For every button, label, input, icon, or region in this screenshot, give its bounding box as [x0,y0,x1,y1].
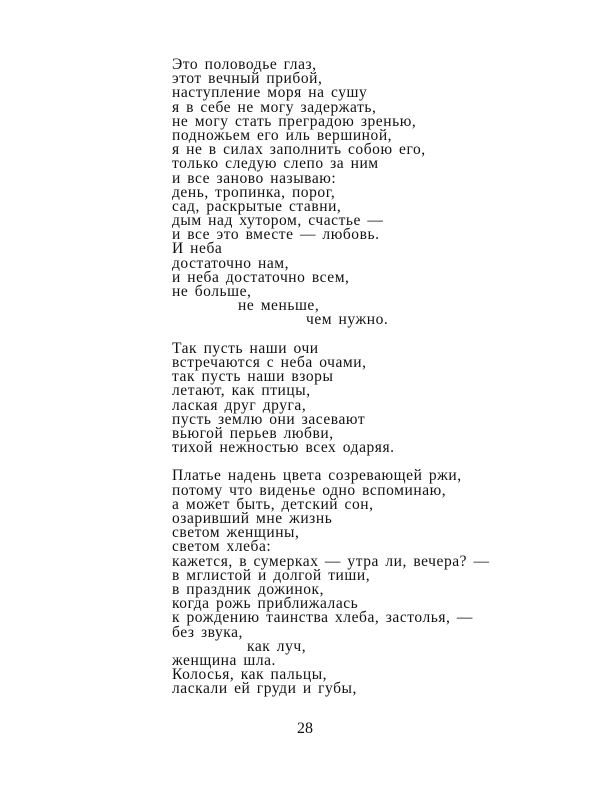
poem-line: И неба [172,240,223,258]
poem-line: без звука, [172,623,243,641]
poem-line: дым над хутором, счастье — [172,212,384,230]
poem-line: лаская друг друга, [172,396,307,414]
poem-line: день, тропинка, порог, [172,183,336,201]
poem-line: сад, раскрытые ставни, [172,197,342,215]
poem-line: и все заново называю: [172,169,337,187]
poem-line: встречаются с неба очами, [172,353,367,371]
poem-line: женщина шла. [172,651,276,669]
poem-line: кажется, в сумерках — утра ли, вечера? — [172,552,490,570]
poem-line: вьюгой перьев любви, [172,424,334,442]
poem-line: светом хлеба: [172,538,272,556]
poem-line: пусть землю они засевают [172,410,366,428]
poem-line: подножьем его иль вершиной, [172,126,393,144]
poem-line: ласкали ей груди и губы, [172,680,357,698]
poem-line: только следую слепо за ним [172,155,379,173]
poem-text [172,58,490,711]
poem-line: Платье надень цвета созревающей ржи, [172,467,462,485]
poem-line: как луч, [247,637,307,655]
poem-line: потому что виденье одно вспоминаю, [172,481,447,499]
poem-line: и неба достаточно всем, [172,268,350,286]
poem-line: тихой нежностью всех одаряя. [172,439,395,457]
stanza [172,469,490,696]
poem-line: Так пусть наши очи [172,339,319,357]
poem-line: светом женщины, [172,524,300,542]
poem-line: я не в силах заполнить собою его, [172,141,426,159]
poem-line: и все это вместе — любовь. [172,226,380,244]
poem-line: в праздник дожинок, [172,580,324,598]
page-number: 28 [297,720,313,737]
poem-line: так пусть наши взоры [172,368,334,386]
poem-line: этот вечный прибой, [172,70,323,88]
poem-line: в мглистой и долгой тиши, [172,566,371,584]
poem-line: не меньше, [238,297,320,315]
poem-line: к рождению таинства хлеба, застолья, — [172,609,473,627]
poem-line: озаривший мне жизнь [172,510,333,527]
poem-line: я в себе не могу задержать, [172,98,377,116]
poem-line: Колосья, как пальцы, [172,666,328,684]
poem-line: когда рожь приближалась [172,595,359,613]
poem-line: наступление моря на сушу [172,84,368,102]
poem-line: Это половодье глаз, [172,56,317,73]
poem-line: достаточно нам, [172,254,290,272]
poem-line: чем нужно. [306,311,389,329]
poem-line: а может быть, детский сон, [172,495,374,513]
poem-line: летают, как птицы, [172,382,311,400]
stanza [172,58,490,328]
poem-line: не могу стать преградою зренью, [172,112,417,130]
poem-line: не больше, [172,283,252,300]
stanza [172,339,490,457]
